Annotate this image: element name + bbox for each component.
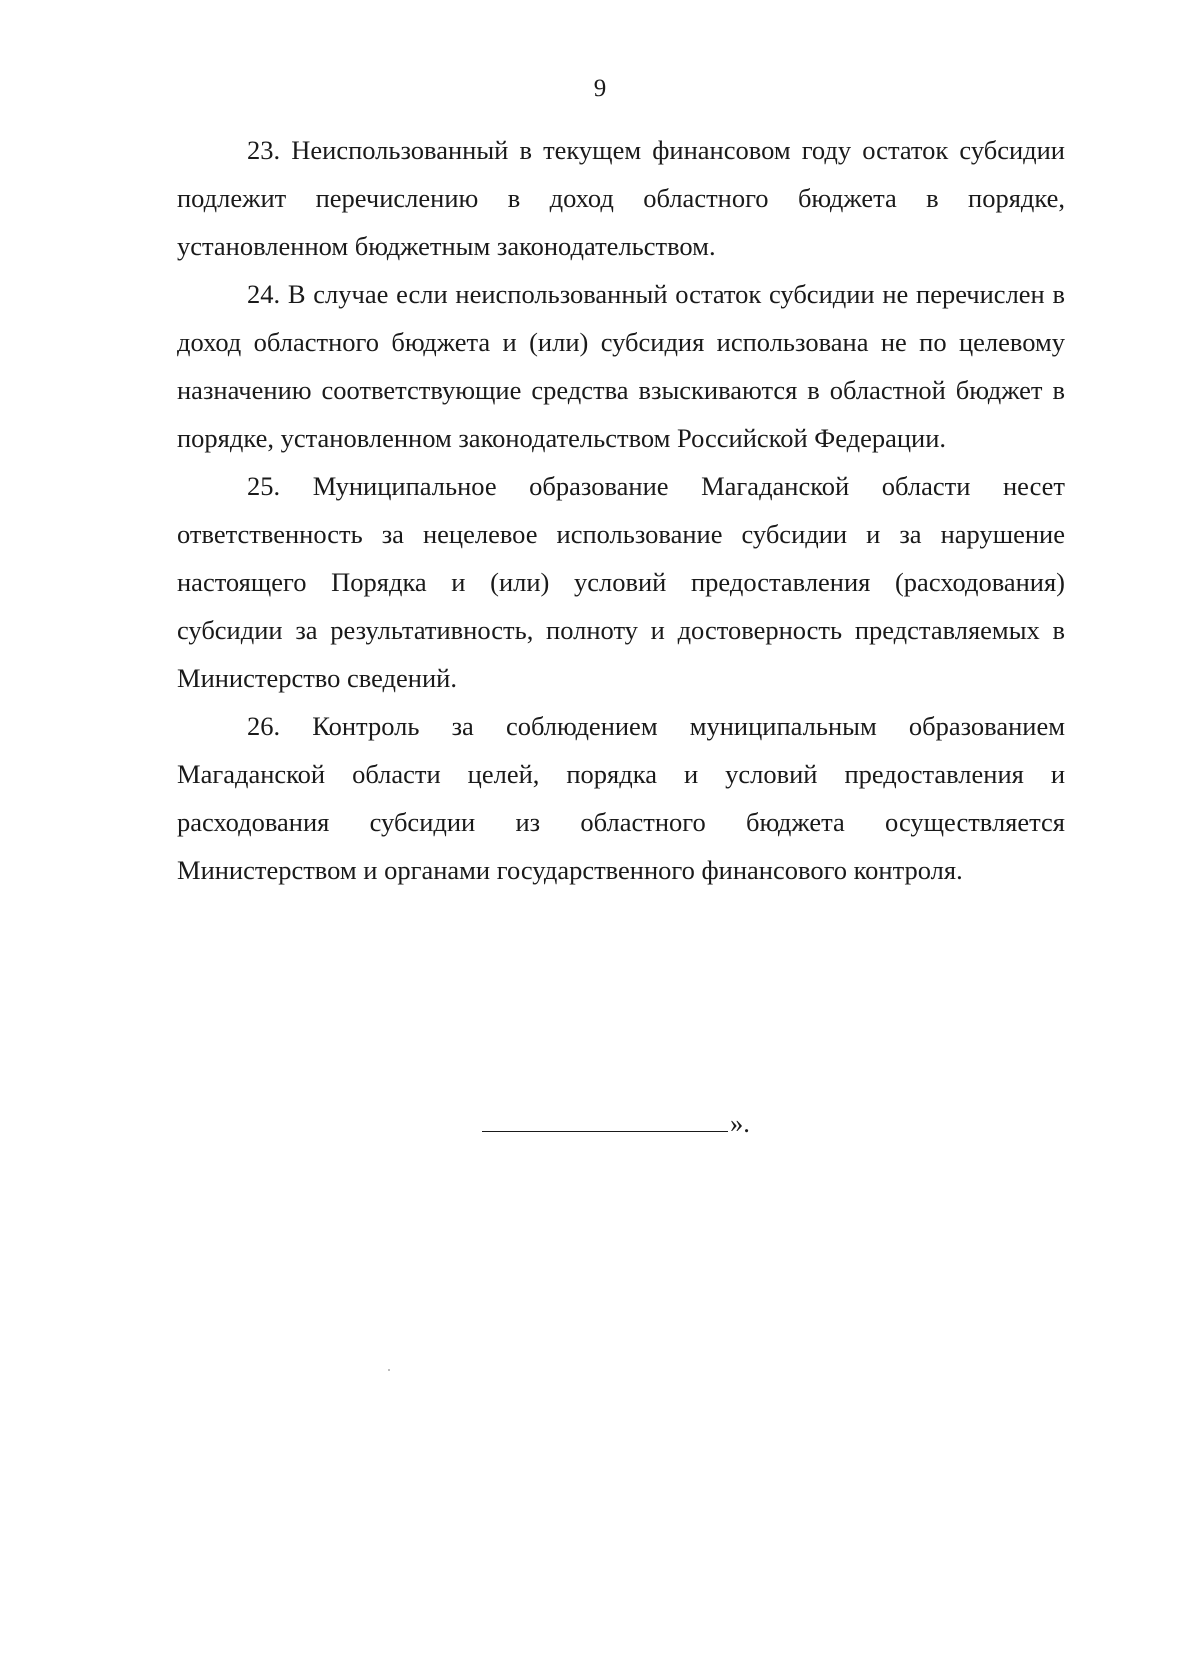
paragraph-26: 26. Контроль за соблюдением муниципальным образованием Магаданской области целей, порядка и условий предоставления и расходования субсидии из областного бюджета осуществляется Министерством и органами государственного финансового контроля. bbox=[177, 711, 1065, 885]
closing-underline bbox=[482, 1104, 728, 1132]
page-number: 9 bbox=[593, 75, 607, 102]
document-body bbox=[177, 126, 1065, 894]
paragraph-25: 25. Муниципальное образование Магаданской области несет ответственность за нецелевое использование субсидии и за нарушение настоящего Порядка и (или) условий предоставления (расходования) субсидии за результативность, полноту и достоверность представляемых в Министерство сведений. bbox=[177, 471, 1065, 693]
paragraph-24: 24. В случае если неиспользованный остаток субсидии не перечислен в доход областного бюджета и (или) субсидия использована не по целевому назначению соответствующие средства взыскиваются в областной бюджет в порядке, установленном законодательством Российской Федерации. bbox=[177, 279, 1065, 453]
closing-quote: ». bbox=[730, 1108, 750, 1138]
closing-mark bbox=[482, 1103, 750, 1143]
paragraph-23: 23. Неиспользованный в текущем финансовом году остаток субсидии подлежит перечислению в доход областного бюджета в порядке, установленном бюджетным законодательством. bbox=[177, 135, 1065, 261]
scan-speck bbox=[388, 1369, 390, 1371]
